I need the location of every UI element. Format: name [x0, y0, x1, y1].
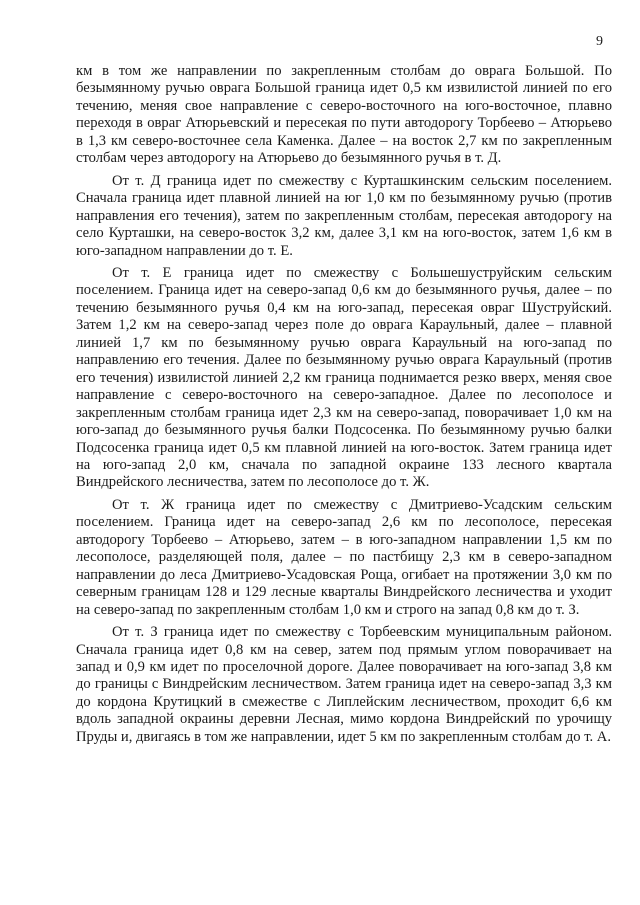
paragraph-point-d: От т. Д граница идет по смежеству с Курташкинским сельским поселением. Сначала граница идет плавной линией на юг 1,0 км по безымянному ручью (против направления его течения), затем по закрепленным столбам, пересекая автодорогу на село Курташки, на северо-восток 3,2 км, далее 3,1 км на юго-восток, затем 1,6 км в юго-западном направлении до т. Е. [76, 172, 612, 259]
paragraph-point-z: От т. З граница идет по смежеству с Торбеевским муниципальным районом. Сначала граница идет 0,8 км на север, затем под прямым углом поворачивает на запад и 0,9 км идет по проселочной дороге. Далее поворачивает на юго-запад 3,8 км до границы с Виндрейским лесничеством. Затем граница идет на северо-запад 3,3 км до кордона Крутицкий в смежестве с Липлейским лесничеством, проходит 6,6 км вдоль западной окраины деревни Лесная, мимо кордона Виндрейский по урочищу Пруды и, двигаясь в том же направлении, идет 5 км по закрепленным столбам до т. А. [76, 624, 612, 745]
paragraph-point-zh: От т. Ж граница идет по смежеству с Дмитриево-Усадским сельским поселением. Граница идет на северо-запад 2,6 км по лесополосе, пересекая автодорогу Торбеево – Атюрьево, затем – в юго-западном направлении 1,5 км по лесополосе, разделяющей поля, далее – по пастбищу 2,3 км в северо-западном направлении до леса Дмитриево-Усадовская Роща, огибает на протяжении 3,0 км по северным границам 128 и 129 лесные кварталы Виндрейского лесничества и уходит на северо-запад по закрепленным столбам 1,0 км и строго на запад 0,8 км до т. З. [76, 496, 612, 618]
page-number: 9 [596, 34, 603, 49]
paragraph-point-e: От т. Е граница идет по смежеству с Большешуструйским сельским поселением. Граница идет на северо-запад 0,6 км до безымянного ручья, далее – по течению безымянного ручья 0,4 км на юго-запад, пересекая овраг Шуструйский. Затем 1,2 км на северо-запад через поле до оврага Караульный, далее – плавной линией 1,7 км по безымянному ручью оврага Караульный на юго-запад по направлению его течения. Далее по безымянному ручью оврага Караульный (против его течения) извилистой линией 2,2 км граница поднимается резко вверх, меняя свое направление с северо-восточного на северо-западное. Далее по лесополосе и закрепленным столбам граница идет 2,3 км на северо-запад, поворачивает 1,0 км на юго-запад до безымянного ручья балки Подсосенка. По безымянному ручью балки Подсосенка граница идет 0,5 км плавной линией на юго-восток. Затем граница идет на юго-запад 2,0 км, сначала по западной окраине 133 лесного квартала Виндрейского лесничества, затем по лесополосе до т. Ж. [76, 264, 612, 491]
paragraph-continuation: км в том же направлении по закрепленным столбам до оврага Большой. По безымянному ручью оврага Большой граница идет 0,5 км извилистой линией по его течению, меняя свое направление с северо-восточного на юго-восточное, плавно переходя в овраг Атюрьевский и пересекая по пути автодорогу Торбеево – Атюрьево в 1,3 км северо-восточнее села Каменка. Далее – на восток 2,7 км по закрепленным столбам через автодорогу на Атюрьево до безымянного ручья в т. Д. [76, 63, 612, 167]
document-body [76, 63, 612, 746]
